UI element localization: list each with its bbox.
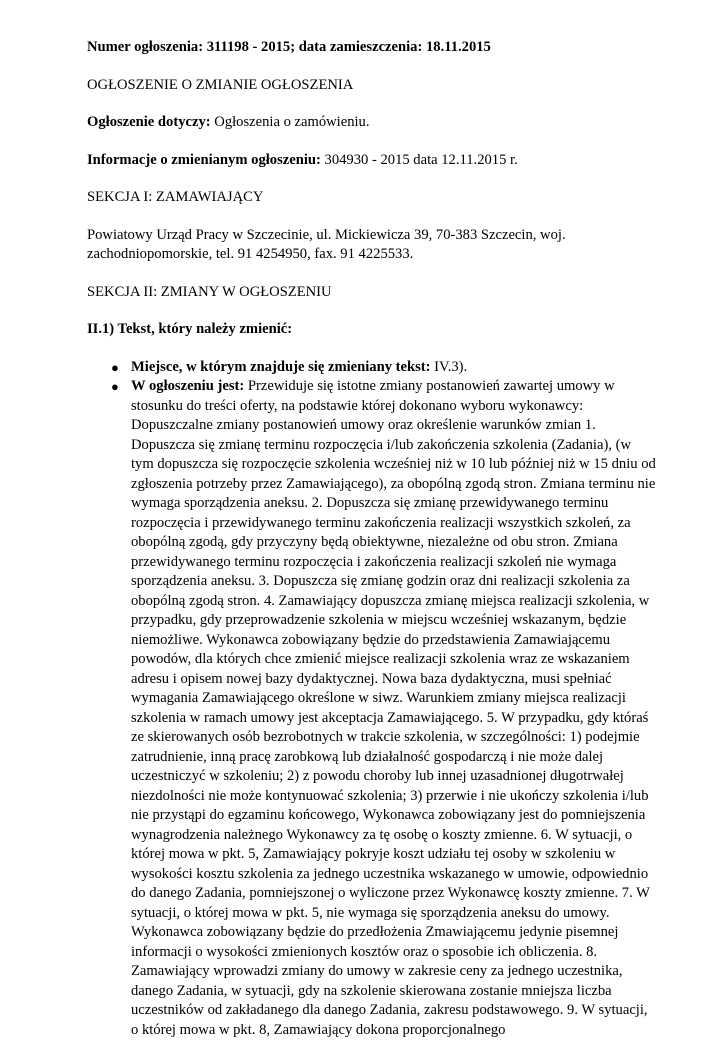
section-1-body: Powiatowy Urząd Pracy w Szczecinie, ul. Mickiewicza 39, 70-383 Szczecin, woj. zachodniopomorskie, tel. 91 4254950, fax. 91 4225533. xyxy=(87,226,657,265)
bullet-icon: ● xyxy=(111,358,119,378)
notice-concerns-label: Ogłoszenie dotyczy: xyxy=(87,114,211,130)
notice-concerns-value: Ogłoszenia o zamówieniu. xyxy=(214,114,369,130)
notice-number: Numer ogłoszenia: 311198 - 2015; data zamieszczenia: 18.11.2015 xyxy=(87,38,657,58)
list-item-label: Miejsce, w którym znajduje się zmieniany tekst: xyxy=(131,359,431,375)
notice-concerns xyxy=(87,113,657,133)
section-2-heading: SEKCJA II: ZMIANY W OGŁOSZENIU xyxy=(87,283,657,303)
list-item-value: IV.3). xyxy=(434,359,467,375)
changes-list xyxy=(87,358,657,1040)
list-item xyxy=(87,377,657,1040)
changed-notice-value: 304930 - 2015 data 12.11.2015 r. xyxy=(325,152,518,168)
changed-notice-label: Informacje o zmienianym ogłoszeniu: xyxy=(87,152,321,168)
list-item-label: W ogłoszeniu jest: xyxy=(131,378,244,394)
document-page xyxy=(87,38,657,1040)
document-title: OGŁOSZENIE O ZMIANIE OGŁOSZENIA xyxy=(87,76,657,96)
list-item xyxy=(87,358,657,378)
list-item-value: Przewiduje się istotne zmiany postanowień zawartej umowy w stosunku do treści oferty, na podstawie której dokonano wyboru wykonawcy: Dopuszczalne zmiany postanowień umowy oraz określenie warunków zmian 1. Dopuszcza się zmianę terminu rozpoczęcia i/lub zakończenia szkolenia (Zadania), (w tym dopuszcza się rozpoczęcie szkolenia wcześniej niż w 10 lub później niż w 15 dniu od zgłoszenia potrzeby przez Zamawiającego), za obopólną zgodą stron. Zmiana terminu nie wymaga sporządzenia aneksu. 2. Dopuszcza się zmianę przewidywanego terminu rozpoczęcia i przewidywanego terminu zakończenia realizacji wszystkich szkoleń, za obopólną zgodą, gdy przyczyny będą obiektywne, niezależne od obu stron. Zmiana przewidywanego terminu rozpoczęcia i zakończenia realizacji szkoleń nie wymaga sporządzenia aneksu. 3. Dopuszcza się zmianę godzin oraz dni realizacji szkolenia za obopólną zgodą stron. 4. Zamawiający dopuszcza zmianę miejsca realizacji szkolenia, w przypadku, gdy przeprowadzenie szkolenia w miejscu wcześniej wskazanym, będzie niemożliwe. Wykonawca zobowiązany będzie do przedstawienia Zamawiającemu powodów, dla których chce zmienić miejsce realizacji szkolenia wraz ze wskazaniem adresu i opisem nowej bazy dydaktycznej. Nowa baza dydaktyczna, musi spełniać wymagania Zamawiającego określone w siwz. Warunkiem zmiany miejsca realizacji szkolenia w ramach umowy jest akceptacja Zamawiającego. 5. W przypadku, gdy któraś ze skierowanych osób bezrobotnych w trakcie szkolenia, w szczególności: 1) podejmie zatrudnienie, inną pracę zarobkową lub działalność gospodarczą i nie może dalej uczestniczyć w szkoleniu; 2) z powodu choroby lub innej uzasadnionej długotrwałej niezdolności nie może kontynuować szkolenia; 3) przerwie i nie ukończy szkolenia i/lub nie przystąpi do egzaminu końcowego, Wykonawca zobowiązany jest do pomniejszenia wynagrodzenia należnego Wykonawcy za tę osobę o koszty zmienne. 6. W sytuacji, o której mowa w pkt. 5, Zamawiający pokryje koszt udziału tej osoby w szkoleniu w wysokości kosztu szkolenia za jednego uczestnika wskazanego w umowie, odpowiednio do danego Zadania, pomniejszonej o wyliczone przez Wykonawcę koszty zmienne. 7. W sytuacji, o której mowa w pkt. 5, nie wymaga się sporządzenia aneksu do umowy. Wykonawca zobowiązany będzie do przedłożenia Zmawiającemu jedynie pisemnej informacji o wysokości zmienionych kosztów oraz o sposobie ich obliczenia. 8. Zamawiający wprowadzi zmiany do umowy w zakresie ceny za jednego uczestnika, danego Zadania, w sytuacji, gdy na szkolenie skierowana zostanie mniejsza liczba uczestników od zakładanego dla danego Zadania, zakresu podstawowego. 9. W sytuacji, o której mowa w pkt. 8, Zamawiający dokona proporcjonalnego xyxy=(131,378,656,1038)
section-1-heading: SEKCJA I: ZAMAWIAJĄCY xyxy=(87,188,657,208)
section-2-subheading: II.1) Tekst, który należy zmienić: xyxy=(87,320,657,340)
bullet-icon: ● xyxy=(111,377,119,397)
changed-notice-info xyxy=(87,151,657,171)
